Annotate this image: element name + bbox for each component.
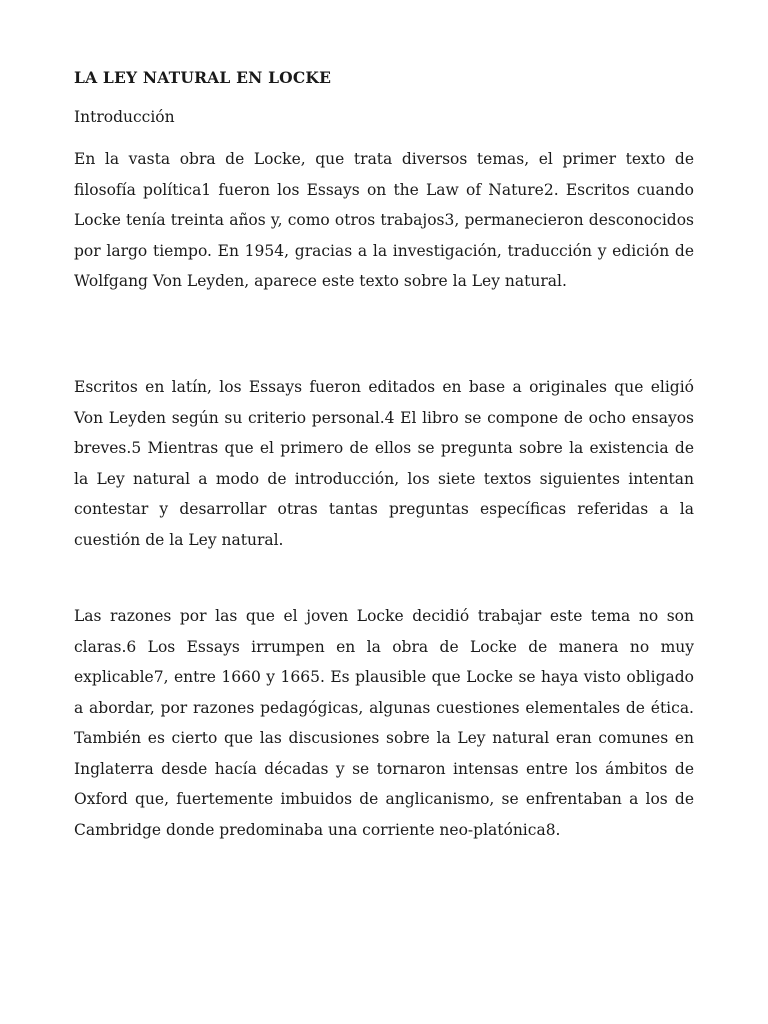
document-title: LA LEY NATURAL EN LOCKE [74, 68, 332, 87]
section-heading: Introducción [74, 108, 175, 126]
paragraph: Las razones por las que el joven Locke decidió trabajar este tema no son claras.6 Los Essays irrumpen en la obra de Locke de manera no muy explicable7, entre 1660 y 1665. Es plausible que Locke se haya visto obligado a abordar, por razones pedagógicas, algunas cuestiones elementales de ética. También es cierto que las discusiones sobre la Ley natural eran comunes en Inglaterra desde hacía décadas y se tornaron intensas entre los ámbitos de Oxford que, fuertemente imbuidos de anglicanismo, se enfrentaban a los de Cambridge donde predominaba una corriente neo-platónica8. [74, 607, 694, 839]
paragraph: En la vasta obra de Locke, que trata diversos temas, el primer texto de filosofía política1 fueron los Essays on the Law of Nature2. Escritos cuando Locke tenía treinta años y, como otros trabajos3, permanecieron desconocidos por largo tiempo. En 1954, gracias a la investigación, traducción y edición de Wolfgang Von Leyden, aparece este texto sobre la Ley natural. [74, 150, 694, 290]
paragraph: Escritos en latín, los Essays fueron editados en base a originales que eligió Von Leyden según su criterio personal.4 El libro se compone de ocho ensayos breves.5 Mientras que el primero de ellos se pregunta sobre la existencia de la Ley natural a modo de introducción, los siete textos siguientes intentan contestar y desarrollar otras tantas preguntas específicas referidas a la cuestión de la Ley natural. [74, 378, 694, 549]
